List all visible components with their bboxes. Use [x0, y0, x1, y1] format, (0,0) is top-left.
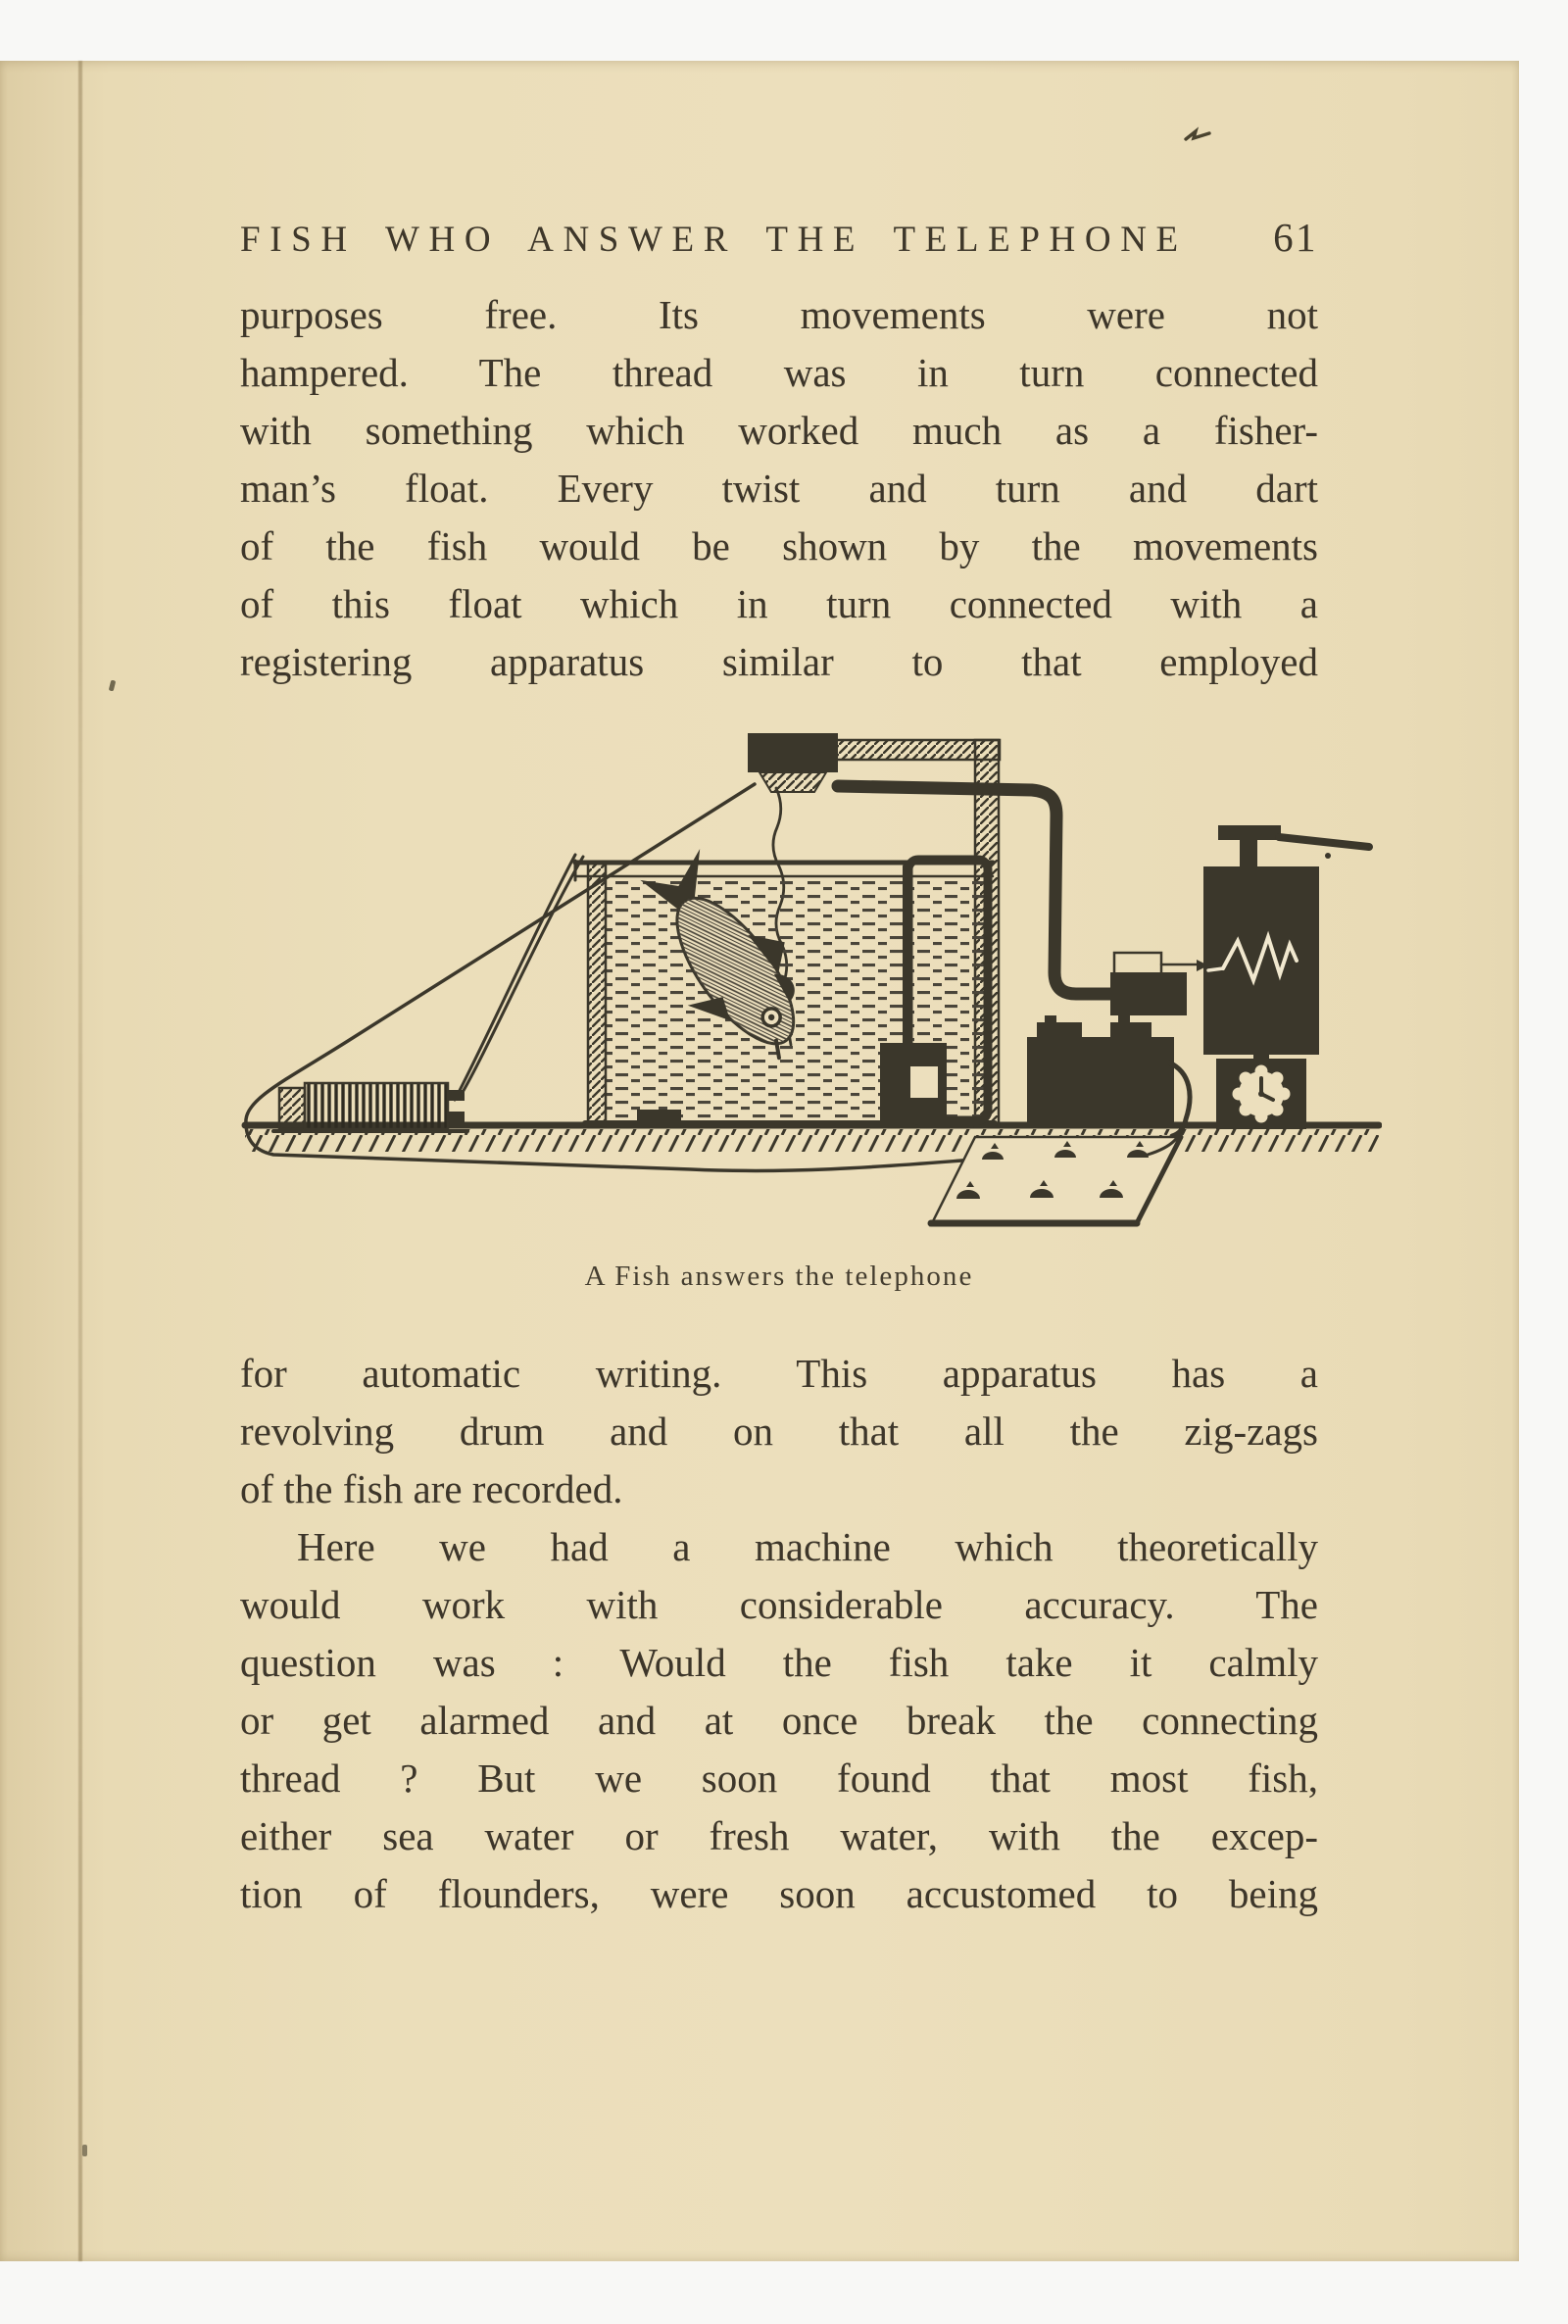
text-line: for automatic writing. This apparatus has a [240, 1351, 1318, 1396]
clock [1216, 1051, 1306, 1129]
scan-speck [82, 2145, 87, 2156]
text-line: Here we had a machine which theoretically [297, 1524, 1318, 1569]
text-line: thread ? But we soon found that most fish, [240, 1755, 1318, 1801]
chapter-title: FISH WHO ANSWER THE TELEPHONE [240, 220, 1188, 260]
recording-drum [1203, 825, 1369, 1055]
page-gutter-fold [78, 61, 82, 2261]
text-line: of the fish would be shown by the movements [240, 523, 1318, 569]
paragraph-middle [240, 1345, 1318, 1518]
body-text-lower [240, 1345, 1318, 1923]
text-line: hampered. The thread was in turn connected [240, 350, 1318, 395]
induction-coil [273, 1083, 467, 1131]
relay-marker [1110, 953, 1208, 1015]
figure-caption: A Fish answers the telephone [584, 1261, 974, 1292]
apparatus-drawing [230, 727, 1382, 1242]
running-header [240, 214, 1318, 261]
print-artifact-mark [1184, 125, 1217, 145]
paragraph-top [240, 286, 1318, 691]
text-line: of the fish are recorded. [240, 1466, 623, 1511]
float-pulley-block [748, 733, 838, 792]
text-line: man’s float. Every twist and turn and dart [240, 466, 1318, 511]
text-line: purposes free. Its movements were not [240, 292, 1318, 337]
paragraph-bottom [240, 1518, 1318, 1923]
page-number: 61 [1273, 215, 1318, 260]
battery [1027, 1015, 1190, 1136]
scan-speck [109, 680, 117, 692]
text-line: would work with considerable accuracy. The [240, 1582, 1318, 1627]
book-page [0, 61, 1519, 2261]
text-line: either sea water or fresh water, with the excep- [240, 1813, 1318, 1858]
text-line: tion of flounders, were soon accustomed to being [240, 1871, 1318, 1916]
text-line: with something which worked much as a fisher- [240, 408, 1318, 453]
figure-illustration [230, 727, 1382, 1242]
text-line: revolving drum and on that all the zig-zags [240, 1409, 1318, 1454]
text-line: question was : Would the fish take it calmly [240, 1640, 1318, 1685]
text-line: or get alarmed and at once break the connecting [240, 1698, 1318, 1743]
stylus-trace [1208, 968, 1223, 970]
text-line: registering apparatus similar to that employed [240, 639, 1318, 684]
text-line: of this float which in turn connected with a [240, 581, 1318, 626]
